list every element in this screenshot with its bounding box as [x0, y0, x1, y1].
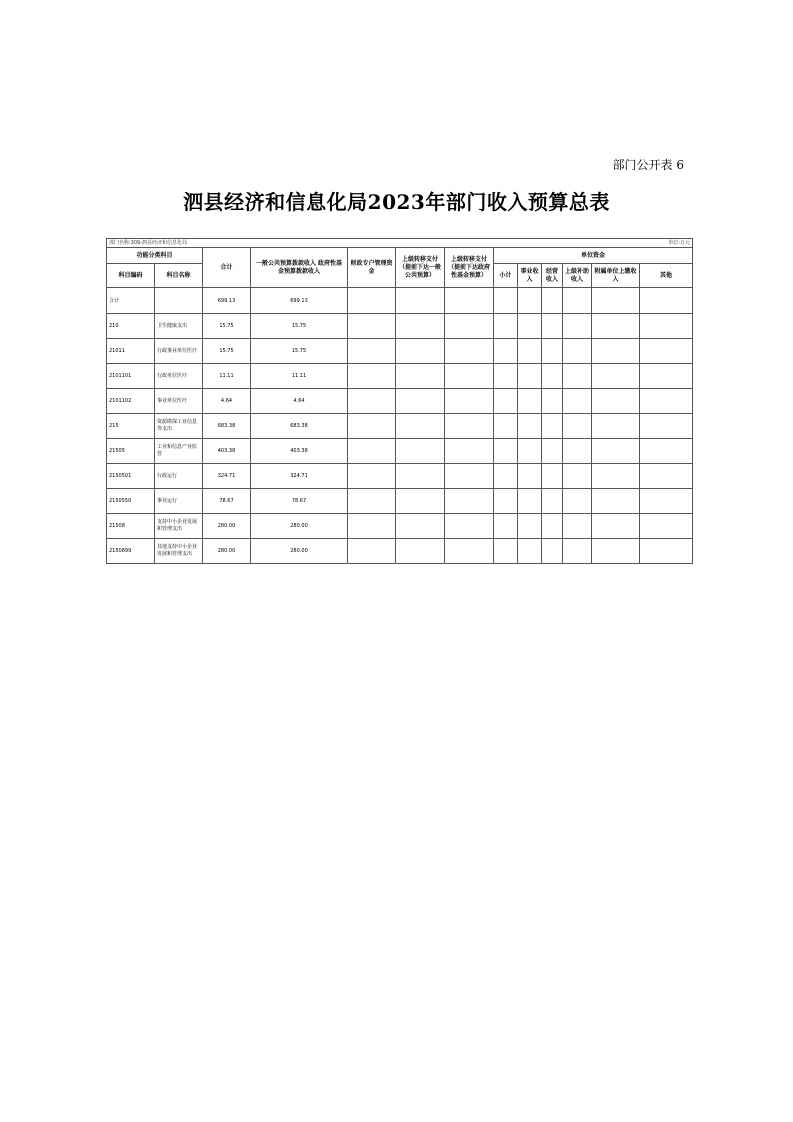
cell-empty	[445, 339, 494, 364]
cell-empty	[396, 364, 445, 389]
cell-empty	[542, 389, 563, 414]
cell-empty	[445, 389, 494, 414]
cell-empty	[396, 288, 445, 314]
cell-name: 工业和信息产业监管	[155, 439, 203, 464]
cell-name: 事业运行	[155, 489, 203, 514]
cell-empty	[518, 389, 542, 414]
cell-empty	[563, 464, 592, 489]
cell-empty	[494, 389, 518, 414]
cell-empty	[542, 539, 563, 564]
transfer-fund-header: 上级转移支付（提前下达政府性基金预算）	[445, 248, 494, 288]
func-class-header: 功能分类科目	[107, 248, 203, 264]
cell-empty	[563, 314, 592, 339]
cell-empty	[640, 414, 693, 439]
cell-empty	[640, 514, 693, 539]
cell-name: 行政运行	[155, 464, 203, 489]
cell-general-budget: 683.38	[251, 414, 348, 439]
cell-empty	[592, 288, 640, 314]
cell-empty	[640, 364, 693, 389]
cell-empty	[640, 288, 693, 314]
cell-empty	[563, 364, 592, 389]
cell-empty	[396, 314, 445, 339]
cell-empty	[640, 339, 693, 364]
cell-code: 合计	[107, 288, 155, 314]
cell-empty	[396, 489, 445, 514]
cell-empty	[494, 339, 518, 364]
cell-empty	[542, 514, 563, 539]
cell-empty	[640, 464, 693, 489]
cell-empty	[348, 514, 396, 539]
cell-empty	[396, 514, 445, 539]
table-row	[107, 314, 693, 339]
cell-empty	[445, 464, 494, 489]
cell-name: 卫生健康支出	[155, 314, 203, 339]
cell-empty	[396, 464, 445, 489]
cell-empty	[348, 439, 396, 464]
cell-empty	[348, 314, 396, 339]
table-row	[107, 389, 693, 414]
cell-total: 280.00	[203, 539, 251, 564]
cell-empty	[592, 439, 640, 464]
cell-empty	[563, 339, 592, 364]
cell-empty	[518, 514, 542, 539]
name-header: 科目名称	[155, 264, 203, 288]
operating-income-header: 经营收入	[542, 264, 563, 288]
cell-general-budget: 699.13	[251, 288, 348, 314]
cell-empty	[396, 539, 445, 564]
cell-empty	[396, 439, 445, 464]
cell-total: 15.75	[203, 339, 251, 364]
cell-empty	[445, 489, 494, 514]
cell-name: 行政事业单位医疗	[155, 339, 203, 364]
cell-code: 210	[107, 314, 155, 339]
cell-general-budget: 280.00	[251, 514, 348, 539]
cell-empty	[518, 489, 542, 514]
cell-empty	[348, 539, 396, 564]
cell-empty	[542, 288, 563, 314]
cell-general-budget: 4.64	[251, 389, 348, 414]
cell-general-budget: 11.11	[251, 364, 348, 389]
table-row	[107, 489, 693, 514]
cell-empty	[348, 389, 396, 414]
unit-funds-header: 单位资金	[494, 248, 693, 264]
cell-empty	[518, 339, 542, 364]
subtotal-header: 小计	[494, 264, 518, 288]
header-row-1	[107, 248, 693, 264]
cell-empty	[494, 539, 518, 564]
cell-empty	[348, 489, 396, 514]
cell-empty	[445, 364, 494, 389]
cell-empty	[494, 489, 518, 514]
cell-empty	[640, 539, 693, 564]
cell-empty	[542, 464, 563, 489]
table-row	[107, 439, 693, 464]
cell-empty	[592, 314, 640, 339]
form-number: 部门公开表 6	[612, 158, 684, 172]
cell-total: 78.67	[203, 489, 251, 514]
cell-empty	[494, 414, 518, 439]
cell-general-budget: 324.71	[251, 464, 348, 489]
cell-empty	[445, 539, 494, 564]
cell-empty	[494, 514, 518, 539]
subsidy-income-header: 上级补助收入	[563, 264, 592, 288]
table-row	[107, 539, 693, 564]
dept-name: 部门名称:309-泗县经济和信息化局	[107, 239, 396, 248]
budget-table-container	[106, 238, 692, 564]
cell-empty	[348, 364, 396, 389]
cell-empty	[542, 314, 563, 339]
table-row	[107, 464, 693, 489]
cell-empty	[542, 414, 563, 439]
cell-empty	[563, 539, 592, 564]
cell-general-budget: 280.00	[251, 539, 348, 564]
cell-empty	[592, 489, 640, 514]
cell-empty	[494, 439, 518, 464]
cell-empty	[348, 288, 396, 314]
cell-name: 行政单位医疗	[155, 364, 203, 389]
cell-name: 事业单位医疗	[155, 389, 203, 414]
cell-empty	[348, 339, 396, 364]
cell-empty	[348, 464, 396, 489]
cell-code: 2150501	[107, 464, 155, 489]
cell-empty	[542, 339, 563, 364]
cell-empty	[563, 288, 592, 314]
transfer-general-header: 上级转移支付（提前下达一般公共预算）	[396, 248, 445, 288]
cell-empty	[518, 414, 542, 439]
cell-empty	[494, 288, 518, 314]
cell-general-budget: 403.38	[251, 439, 348, 464]
table-row	[107, 364, 693, 389]
code-header: 科目编码	[107, 264, 155, 288]
cell-general-budget: 78.67	[251, 489, 348, 514]
cell-empty	[494, 464, 518, 489]
cell-empty	[518, 364, 542, 389]
cell-empty	[592, 539, 640, 564]
cell-name: 其他支持中小企业发展和管理支出	[155, 539, 203, 564]
cell-empty	[563, 389, 592, 414]
cell-empty	[592, 414, 640, 439]
cell-name	[155, 288, 203, 314]
cell-empty	[640, 489, 693, 514]
cell-empty	[592, 514, 640, 539]
cell-code: 215	[107, 414, 155, 439]
cell-empty	[396, 389, 445, 414]
cell-code: 2150899	[107, 539, 155, 564]
cell-empty	[542, 489, 563, 514]
cell-general-budget: 15.75	[251, 339, 348, 364]
cell-empty	[640, 314, 693, 339]
cell-empty	[518, 539, 542, 564]
cell-empty	[563, 489, 592, 514]
cell-total: 15.75	[203, 314, 251, 339]
table-row	[107, 288, 693, 314]
cell-general-budget: 15.75	[251, 314, 348, 339]
cell-empty	[445, 314, 494, 339]
cell-empty	[518, 314, 542, 339]
cell-empty	[592, 464, 640, 489]
cell-empty	[563, 414, 592, 439]
general-budget-header: 一般公共预算拨款收入 政府性基金预算拨款收入	[251, 248, 348, 288]
cell-code: 21505	[107, 439, 155, 464]
cell-empty	[445, 288, 494, 314]
cell-empty	[592, 389, 640, 414]
cell-name: 支持中小企业发展和管理支出	[155, 514, 203, 539]
cell-empty	[563, 439, 592, 464]
other-header: 其他	[640, 264, 693, 288]
cell-empty	[445, 439, 494, 464]
cell-empty	[518, 439, 542, 464]
cell-code: 21011	[107, 339, 155, 364]
cell-empty	[542, 439, 563, 464]
fiscal-special-header: 财政专户管理资金	[348, 248, 396, 288]
cell-empty	[640, 389, 693, 414]
cell-empty	[396, 414, 445, 439]
cell-total: 11.11	[203, 364, 251, 389]
cell-empty	[640, 439, 693, 464]
cell-code: 21508	[107, 514, 155, 539]
cell-empty	[518, 464, 542, 489]
affiliated-income-header: 附属单位上缴收入	[592, 264, 640, 288]
cell-empty	[396, 339, 445, 364]
career-income-header: 事业收入	[518, 264, 542, 288]
cell-code: 2150550	[107, 489, 155, 514]
cell-empty	[348, 414, 396, 439]
cell-empty	[445, 514, 494, 539]
cell-empty	[494, 364, 518, 389]
cell-code: 2101101	[107, 364, 155, 389]
cell-total: 324.71	[203, 464, 251, 489]
cell-empty	[592, 339, 640, 364]
unit-label: 单位:万元	[592, 239, 693, 248]
budget-table	[106, 238, 693, 564]
cell-empty	[563, 514, 592, 539]
total-header: 合计	[203, 248, 251, 288]
cell-total: 403.38	[203, 439, 251, 464]
cell-name: 资源勘探工业信息等支出	[155, 414, 203, 439]
cell-total: 699.13	[203, 288, 251, 314]
table-row	[107, 514, 693, 539]
meta-row	[107, 239, 693, 248]
page-title: 泗县经济和信息化局2023年部门收入预算总表	[183, 190, 610, 214]
cell-empty	[518, 288, 542, 314]
cell-empty	[494, 314, 518, 339]
cell-empty	[542, 364, 563, 389]
cell-total: 683.38	[203, 414, 251, 439]
cell-empty	[445, 414, 494, 439]
cell-code: 2101102	[107, 389, 155, 414]
table-row	[107, 339, 693, 364]
cell-empty	[592, 364, 640, 389]
cell-total: 4.64	[203, 389, 251, 414]
table-row	[107, 414, 693, 439]
cell-total: 280.00	[203, 514, 251, 539]
